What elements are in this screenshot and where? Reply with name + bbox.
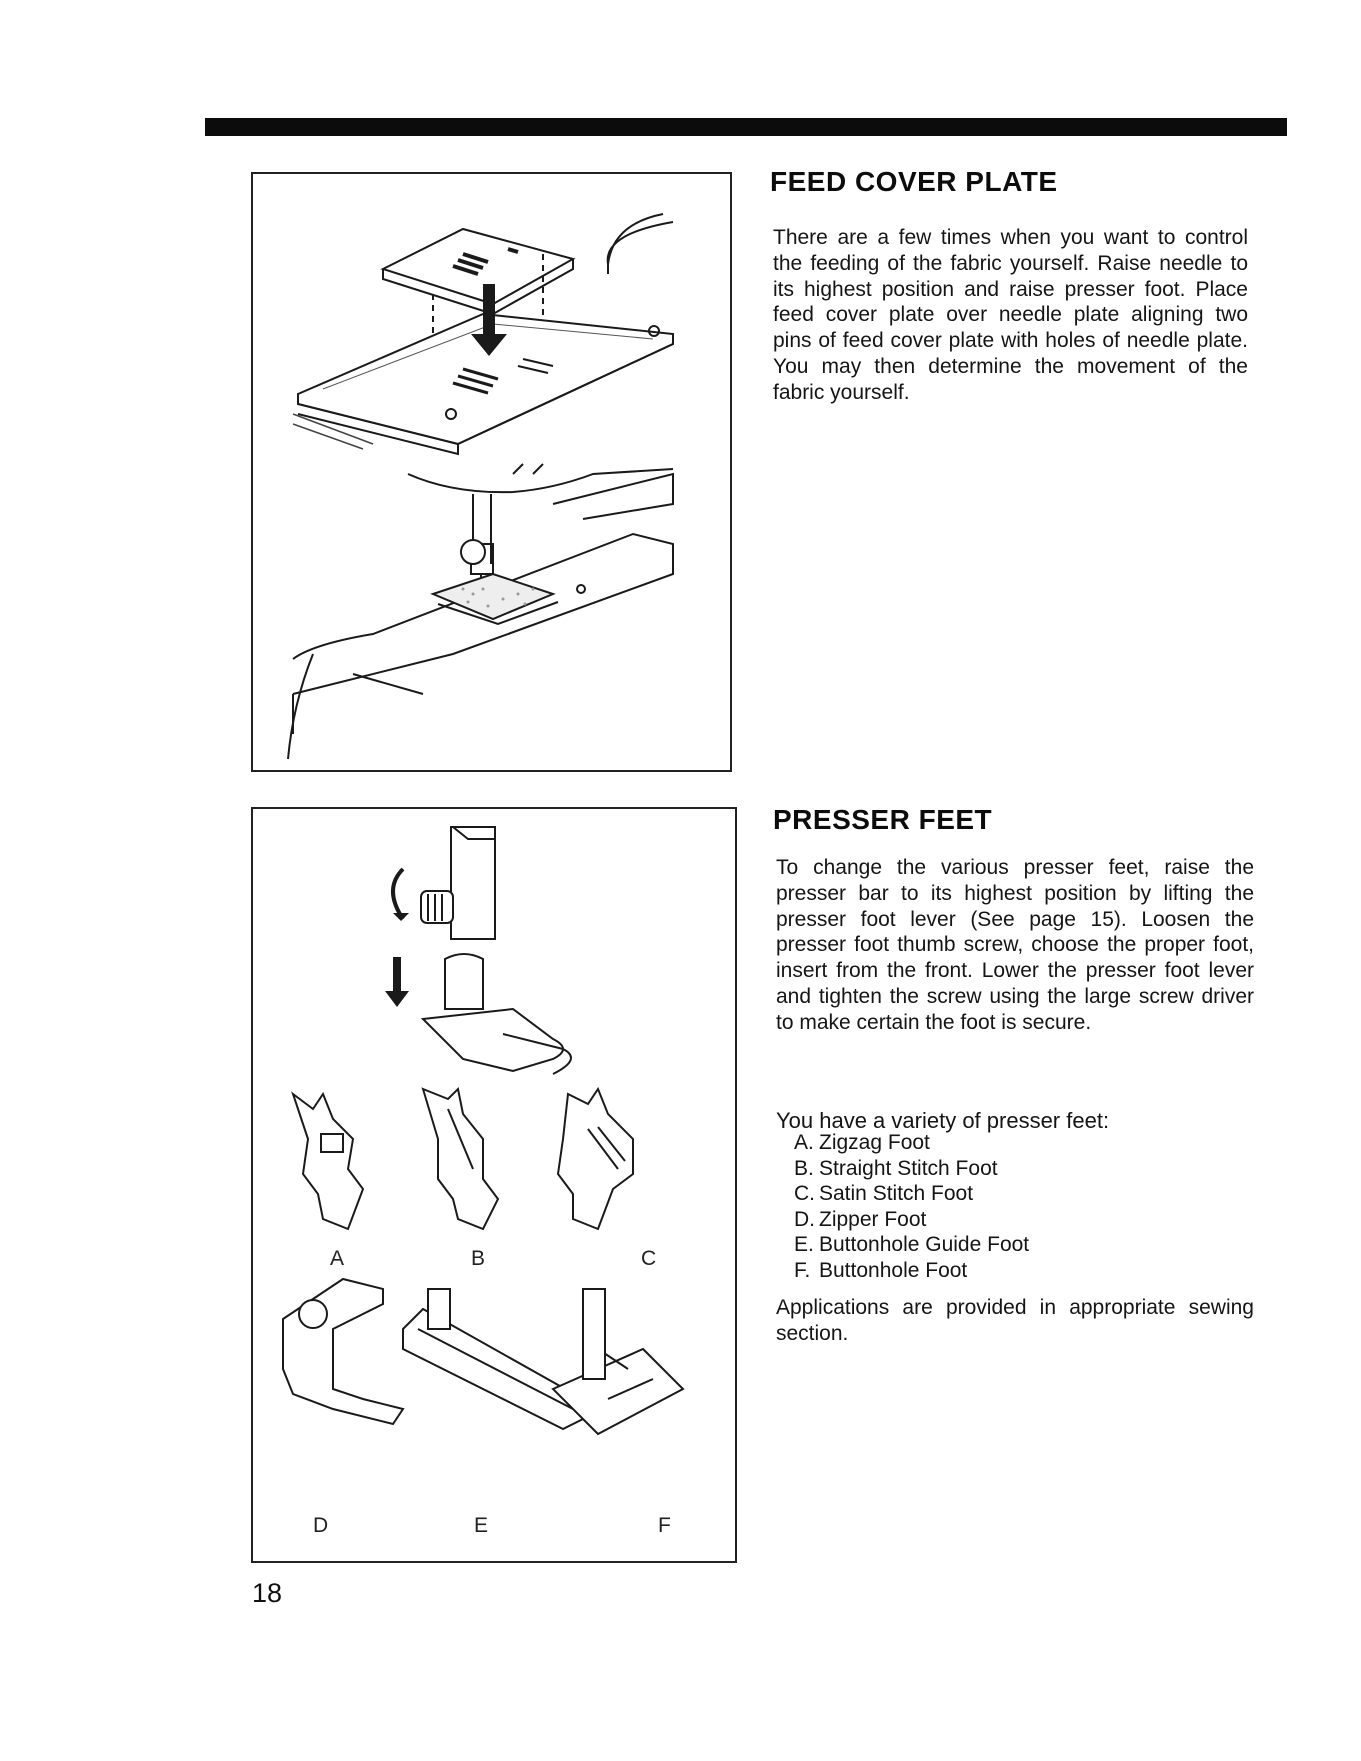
applications-note: Applications are provided in appropriate sewing section. [776, 1296, 1254, 1345]
presser-feet-illustration [251, 807, 737, 1563]
presser-feet-drawing [253, 809, 735, 1561]
figure-label-a: A [330, 1247, 345, 1270]
figure-label-b: B [471, 1247, 486, 1270]
list-item: C. Satin Stitch Foot [794, 1182, 974, 1205]
figure-label-c: C [641, 1247, 657, 1270]
figure-label-f: F [658, 1514, 671, 1537]
header-rule [205, 118, 1287, 136]
presser-feet-list [794, 1130, 1029, 1283]
feed-cover-plate-drawing [253, 174, 730, 770]
list-item: D. Zipper Foot [794, 1207, 927, 1231]
feed-cover-plate-heading: FEED COVER PLATE [770, 166, 1058, 197]
figure-label-d: D [313, 1514, 329, 1537]
feed-cover-plate-text: There are a few times when you want to control the feeding of the fabric yourself. Raise needle to its highest position and raise presser foot. Place feed cover plate over needle plate aligning two pins of feed cover plate with holes of needle plate. You may then determine the movement of the fabric yourself. [773, 226, 1248, 404]
presser-feet-text: To change the various presser feet, raise the presser bar to its highest position by lifting the presser foot lever (See page 15). Loosen the presser foot thumb screw, choose the proper foot, insert from the front. Lower the presser foot lever and tighten the screw using the large screw driver to make certain the foot is secure. [776, 856, 1254, 1034]
presser-feet-heading: PRESSER FEET [773, 804, 993, 835]
list-item: F. Buttonhole Foot [794, 1258, 968, 1282]
feed-cover-plate-illustration [251, 172, 732, 772]
list-item: E. Buttonhole Guide Foot [794, 1233, 1030, 1256]
figure-label-e: E [474, 1514, 489, 1537]
list-item: A. Zigzag Foot [794, 1131, 930, 1154]
list-item: B. Straight Stitch Foot [794, 1156, 998, 1180]
presser-feet-intro: You have a variety of presser feet: [776, 1108, 1110, 1133]
page-number: 18 [252, 1578, 283, 1608]
